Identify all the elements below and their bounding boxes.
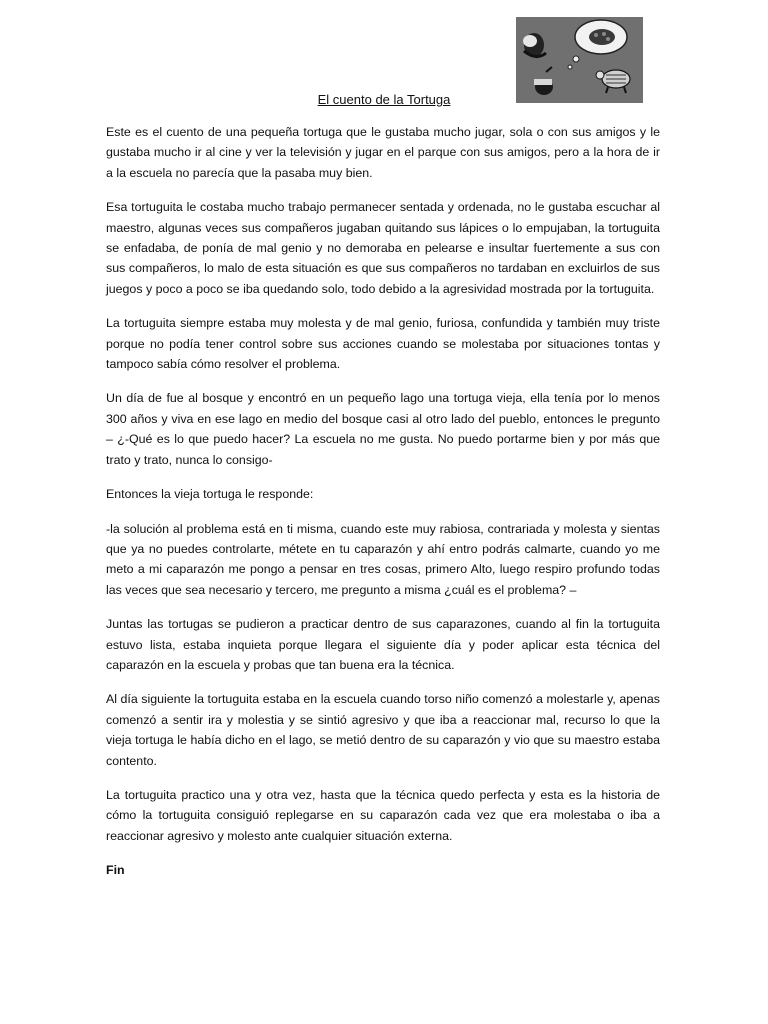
paragraph: Juntas las tortugas se pudieron a practicar dentro de sus caparazones, cuando al fin la tortuguita estuvo lista, estaba inquieta porque llegara el siguiente día y poder aplicar esta técnica del caparazón en la escuela y probas que tan buena era la técnica. [106,617,660,672]
document-title: El cuento de la Tortuga [317,92,451,107]
paragraph: Un día de fue al bosque y encontró en un pequeño lago una tortuga vieja, ella tenía por lo menos 300 años y viva en ese lago en medio del bosque casi al otro lado del pueblo, entonces le pregunto – ¿-Qué es lo que puedo hacer? La escuela no me gusta. No puedo portarme bien y por más que trato y trato, nunca lo consigo- [106,391,660,467]
paragraph: La tortuguita practico una y otra vez, hasta que la técnica quedo perfecta y esta es la historia de cómo la tortuguita consiguió replegarse en su caparazón cada vez que era molestaba o iba a reaccionar agresivo y molesto ante cualquier situación externa. [106,787,660,843]
story-body [106,122,660,895]
paragraph: La tortuguita siempre estaba muy molesta y de mal genio, furiosa, confundida y también muy triste porque no podía tener control sobre sus acciones cuando se molestaba por situaciones tontas y tampoco sabía cómo resolver el problema. [106,316,660,372]
paragraph: -la solución al problema está en ti misma, cuando este muy rabiosa, contrariada y molesta y sientas que ya no puedes controlarte, métete en tu caparazón y ahí entro podrás calmarte, cuando yo me meto a mi caparazón me pongo a pensar en tres cosas, primero Alto, luego respiro profundo todas las veces que sea necesario y tercero, me pregunto a misma ¿cuál es el problema? – [106,521,660,597]
closing-text: Fin [106,863,125,878]
paragraph: Este es el cuento de una pequeña tortuga que le gustaba mucho jugar, sola o con sus amigos y le gustaba mucho ir al cine y ver la televisión y jugar en el parque con sus amigos, pero a la hora de ir a la escuela no parecía que la pasaba muy bien. [106,125,660,180]
paragraph: Esa tortuguita le costaba mucho trabajo permanecer sentada y ordenada, no le gustaba escuchar al maestro, algunas veces sus compañeros jugaban quitando sus lápices o lo empujaban, la tortuguita se enfadaba, de ponía de mal genio y no demoraba en pelearse e insultar fuertemente a sus con sus compañeros, lo malo de esta situación es que sus compañeros no tardaban en excluirlos de sus juegos y poco a poco se iba quedando solo, todo debido a la agresividad mostrada por la tortuguita. [106,200,660,296]
paragraph: Al día siguiente la tortuguita estaba en la escuela cuando torso niño comenzó a molestarle y, apenas comenzó a sentir ira y molestia y se sintió agresivo y que iba a reaccionar mal, recurso lo que la vieja tortuga le había dicho en el lago, se metió dentro de su caparazón y vio que su maestro estaba contento. [106,692,660,768]
paragraph: Entonces la vieja tortuga le responde: [106,487,314,502]
turtle-story-illustration [516,17,643,103]
